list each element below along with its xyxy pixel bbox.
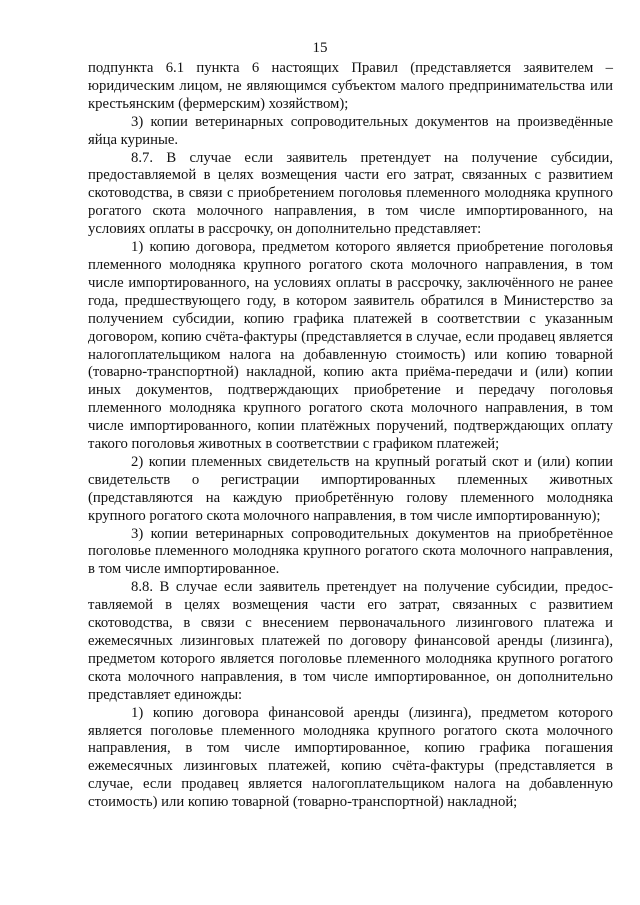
paragraph: 3) копии ветеринарных сопроводительных документов на приобретённое поголовье племенного молодняка крупного рогатого скота молочного направления, в том числе импортированное. xyxy=(88,525,613,578)
paragraph: 8.7. В случае если заявитель претендует на получение субсидии, предоставляемой в целях возмещения части его затрат, связанных с развитием скотоводства, в связи с приобретением поголовья племенного молодняка крупного рогатого скота молочного направления, в том числе импортированного, на условиях оплаты в рассрочку, он дополнительно представляет: xyxy=(88,149,613,238)
paragraph: подпункта 6.1 пункта 6 настоящих Правил (представляется заявителем – юридическим лицом, не являющимся субъектом малого предпринимательства или крестьянским (фермерским) хозяйством); xyxy=(88,60,613,112)
paragraph: 8.8. В случае если заявитель претендует на получение субсидии, предоставляемой в целях возмещения части его затрат, связанных с развитием скотоводства, в связи с внесением первоначального лизингового платежа и ежемесячных лизинговых платежей по договору финансовой аренды (лизинга), предметом которого является поголовье племенного молодняка крупного рогатого скота молочного направления, в том числе импортированное, он дополнительно представляет единожды: xyxy=(88,579,613,703)
paragraph: 3) копии ветеринарных сопроводительных документов на произведённые яйца куриные. xyxy=(88,113,613,148)
paragraph: 2) копии племенных свидетельств на крупный рогатый скот и (или) копии свидетельств о регистрации импортированных племенных животных (представляются на каждую приобретённую голову племенного молодняка крупного рогатого скота молочного направления, в том числе импортированную); xyxy=(88,453,613,524)
paragraph: 1) копию договора, предметом которого является приобретение поголовья племенного молодняка крупного рогатого скота молочного направления, в том числе импортированного, на условиях оплаты в рассрочку, заключённого не ранее года, предшествующего году, в котором заявитель обратился в Министерство за получением субсидии, копию графика платежей в соответствии с указанным договором, копию счёта-фактуры (представляется в случае, если продавец является налогоплательщиком налога на добавленную стоимость) или копию товарной (товарно-транспортной) накладной, копию акта приёма-передачи и (или) копии иных документов, подтверждающих приобретение и передачу поголовья племенного молодняка крупного рогатого скота молочного направления, в том числе импортированного, копии платёжных поручений, подтверждающих оплату такого поголовья животных в соответствии с графиком платежей; xyxy=(88,239,613,453)
document-body xyxy=(88,60,613,812)
page-number: 15 xyxy=(312,40,328,56)
paragraph: 1) копию договора финансовой аренды (лизинга), предметом которого является поголовье племенного молодняка крупного рогатого скота молочного направления, в том числе импортированное, копию графика погашения ежемесячных лизинговых платежей, копию счёта-фактуры (представляется в случае, если продавец является налогоплательщиком налога на добавленную стоимость) или копию товарной (товарно-транспортной) накладной; xyxy=(88,704,613,811)
